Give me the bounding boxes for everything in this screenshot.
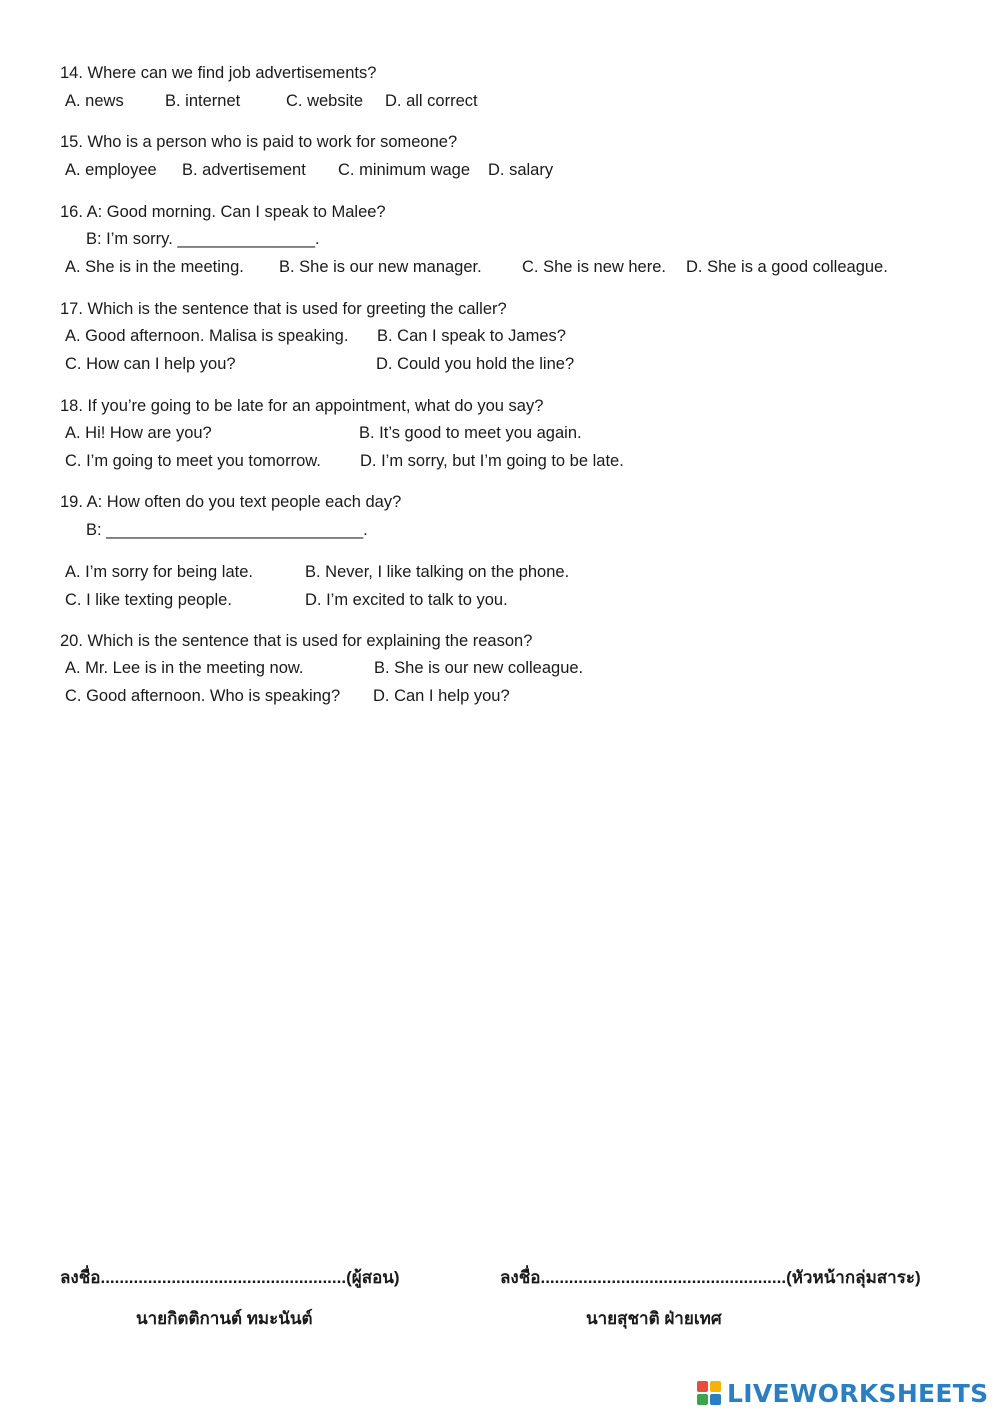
q18-option-a[interactable]: A. Hi! How are you?: [65, 424, 212, 442]
q20-option-a[interactable]: A. Mr. Lee is in the meeting now.: [65, 659, 304, 677]
q17-option-b[interactable]: B. Can I speak to James?: [377, 327, 566, 345]
q15-option-d[interactable]: D. salary: [488, 161, 554, 179]
q14-option-b[interactable]: B. internet: [165, 92, 241, 110]
q15-option-c[interactable]: C. minimum wage: [338, 161, 471, 179]
head-signature-line: ลงชื่อ....................................................(หัวหน้ากลุ่มสาระ): [500, 1268, 921, 1287]
q20-option-d[interactable]: D. Can I help you?: [373, 687, 510, 705]
q20-option-b[interactable]: B. She is our new colleague.: [374, 659, 584, 677]
q19-option-b[interactable]: B. Never, I like talking on the phone.: [305, 563, 570, 581]
q16-option-a[interactable]: A. She is in the meeting.: [65, 258, 244, 276]
question-17-text: 17. Which is the sentence that is used for greeting the caller?: [60, 300, 507, 318]
q18-option-c[interactable]: C. I’m going to meet you tomorrow.: [65, 452, 321, 470]
teacher-name: นายกิตติกานต์ ทมะนันต์: [136, 1309, 313, 1328]
logo-block-blue: [710, 1394, 721, 1405]
q18-option-b[interactable]: B. It’s good to meet you again.: [359, 424, 582, 442]
question-18-text: 18. If you’re going to be late for an appointment, what do you say?: [60, 397, 544, 415]
q20-option-c[interactable]: C. Good afternoon. Who is speaking?: [65, 687, 341, 705]
question-15-text: 15. Who is a person who is paid to work for someone?: [60, 133, 458, 151]
question-20-text: 20. Which is the sentence that is used for explaining the reason?: [60, 632, 533, 650]
q14-option-a[interactable]: A. news: [65, 92, 124, 110]
q16-option-c[interactable]: C. She is new here.: [522, 258, 666, 276]
q15-option-b[interactable]: B. advertisement: [182, 161, 306, 179]
liveworksheets-logo: [697, 1378, 988, 1408]
q19-option-c[interactable]: C. I like texting people.: [65, 591, 232, 609]
q18-option-d[interactable]: D. I’m sorry, but I’m going to be late.: [360, 452, 624, 470]
q14-option-d[interactable]: D. all correct: [385, 92, 478, 110]
logo-text: LIVEWORKSHEETS: [727, 1378, 989, 1408]
q19-option-a[interactable]: A. I’m sorry for being late.: [65, 563, 253, 581]
teacher-signature-line: ลงชื่อ....................................................(ผู้สอน): [60, 1268, 400, 1287]
question-16-text: 16. A: Good morning. Can I speak to Malee?: [60, 203, 386, 221]
head-name: นายสุชาติ ฝ่ายเทศ: [586, 1309, 722, 1328]
logo-blocks-icon: [697, 1381, 721, 1405]
q19-dialog-blank[interactable]: B: ____________________________.: [86, 521, 368, 539]
q16-dialog-blank[interactable]: B: I’m sorry. _______________.: [86, 230, 320, 248]
q16-option-d[interactable]: D. She is a good colleague.: [686, 258, 888, 276]
question-14-text: 14. Where can we find job advertisements?: [60, 64, 377, 82]
q16-option-b[interactable]: B. She is our new manager.: [279, 258, 482, 276]
logo-block-red: [697, 1381, 708, 1392]
question-19-text: 19. A: How often do you text people each day?: [60, 493, 402, 511]
q17-option-c[interactable]: C. How can I help you?: [65, 355, 236, 373]
q17-option-a[interactable]: A. Good afternoon. Malisa is speaking.: [65, 327, 349, 345]
q14-option-c[interactable]: C. website: [286, 92, 364, 110]
q19-option-d[interactable]: D. I’m excited to talk to you.: [305, 591, 508, 609]
logo-block-green: [697, 1394, 708, 1405]
q15-option-a[interactable]: A. employee: [65, 161, 157, 179]
q17-option-d[interactable]: D. Could you hold the line?: [376, 355, 575, 373]
logo-block-yellow: [710, 1381, 721, 1392]
